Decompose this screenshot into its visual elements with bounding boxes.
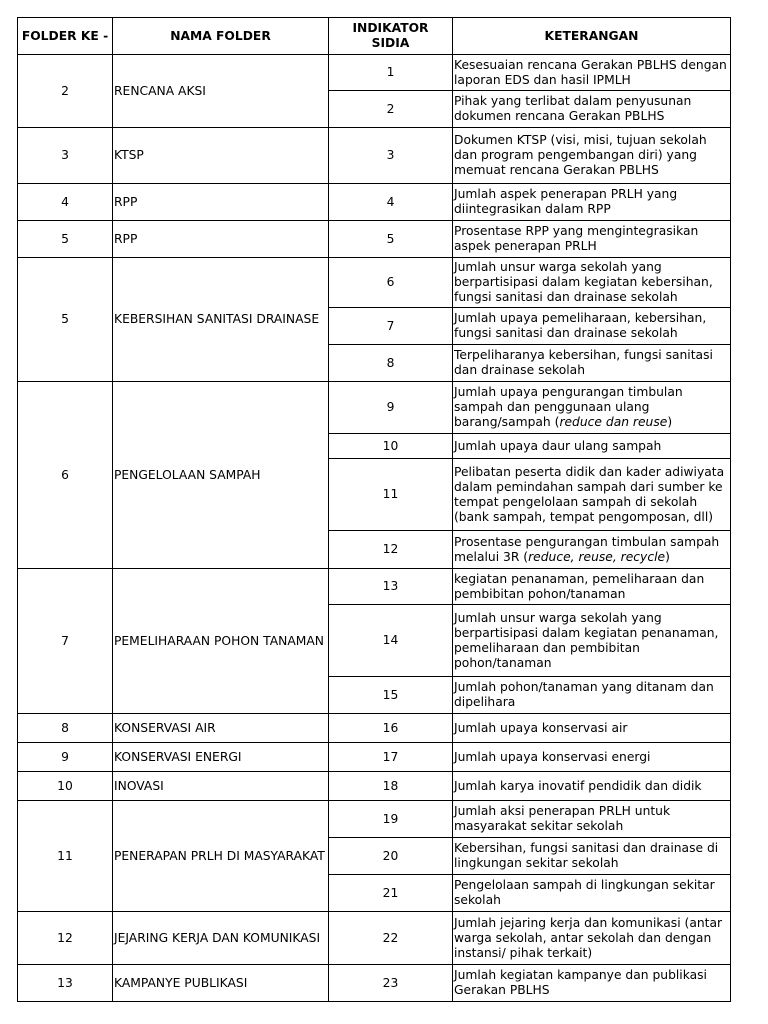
header-indikator-line2: SIDIA <box>371 36 410 50</box>
keterangan-text <box>454 187 729 217</box>
keterangan-text-main: Dokumen KTSP (visi, misi, tujuan sekolah dan program pengembangan diri) yang memuat rencana Gerakan PBLHS <box>454 133 707 177</box>
keterangan-text <box>454 58 729 88</box>
keterangan-cell <box>453 221 731 258</box>
keterangan-text-after: ) <box>667 415 673 429</box>
folder-number-cell: 10 <box>18 772 113 801</box>
indikator-cell: 15 <box>329 677 453 714</box>
keterangan-cell <box>453 875 731 912</box>
indikator-cell: 12 <box>329 531 453 569</box>
folder-name-cell: RPP <box>113 184 329 221</box>
table-row <box>18 258 731 308</box>
table-body <box>18 55 731 1002</box>
folder-name-cell: JEJARING KERJA DAN KOMUNIKASI <box>113 912 329 965</box>
folder-number-cell: 5 <box>18 221 113 258</box>
indikator-cell: 10 <box>329 434 453 459</box>
keterangan-text-main: Jumlah karya inovatif pendidik dan didik <box>454 778 702 793</box>
keterangan-text-main: Jumlah upaya pemeliharaan, kebersihan, fungsi sanitasi dan drainase sekolah <box>454 311 707 340</box>
folder-number-cell: 7 <box>18 569 113 714</box>
keterangan-cell <box>453 912 731 965</box>
indikator-cell: 4 <box>329 184 453 221</box>
indikator-cell: 13 <box>329 569 453 605</box>
keterangan-cell <box>453 714 731 743</box>
keterangan-text-italic: reduce, reuse, recycle <box>528 549 666 564</box>
table-row <box>18 382 731 434</box>
folder-name-cell: KTSP <box>113 128 329 184</box>
indikator-cell: 22 <box>329 912 453 965</box>
folder-number-cell: 9 <box>18 743 113 772</box>
keterangan-text-main: Jumlah aksi penerapan PRLH untuk masyarakat sekitar sekolah <box>454 804 671 833</box>
folder-name-cell: PENERAPAN PRLH DI MASYARAKAT <box>113 801 329 912</box>
indikator-cell: 6 <box>329 258 453 308</box>
folder-name-cell: KEBERSIHAN SANITASI DRAINASE <box>113 258 329 382</box>
indikator-cell: 21 <box>329 875 453 912</box>
keterangan-cell <box>453 91 731 128</box>
indikator-cell: 2 <box>329 91 453 128</box>
folder-number-cell: 6 <box>18 382 113 569</box>
keterangan-text-main: Terpeliharanya kebersihan, fungsi sanitasi dan drainase sekolah <box>454 348 713 377</box>
keterangan-text <box>454 779 729 794</box>
folder-name-cell: KONSERVASI AIR <box>113 714 329 743</box>
folder-name-cell: KAMPANYE PUBLIKASI <box>113 965 329 1002</box>
keterangan-text <box>454 535 729 565</box>
keterangan-text <box>454 968 729 998</box>
keterangan-text <box>454 841 729 871</box>
keterangan-text <box>454 385 729 430</box>
indikator-cell: 3 <box>329 128 453 184</box>
keterangan-text <box>454 311 729 341</box>
keterangan-text-main: Jumlah unsur warga sekolah yang berpartisipasi dalam kegiatan kebersihan, fungsi sanitasi dan drainase sekolah <box>454 260 713 304</box>
keterangan-text <box>454 348 729 378</box>
folder-name-cell: RPP <box>113 221 329 258</box>
table-row <box>18 743 731 772</box>
keterangan-cell <box>453 459 731 531</box>
indikator-cell: 9 <box>329 382 453 434</box>
keterangan-text-main: Jumlah aspek penerapan PRLH yang diintegrasikan dalam RPP <box>454 187 678 216</box>
table-row <box>18 128 731 184</box>
keterangan-cell <box>453 743 731 772</box>
keterangan-text-main: Jumlah upaya daur ulang sampah <box>454 438 662 453</box>
folder-number-cell: 12 <box>18 912 113 965</box>
keterangan-cell <box>453 258 731 308</box>
keterangan-cell <box>453 382 731 434</box>
keterangan-text <box>454 224 729 254</box>
folder-number-cell: 3 <box>18 128 113 184</box>
keterangan-text <box>454 260 729 305</box>
keterangan-text-main: Pengelolaan sampah di lingkungan sekitar sekolah <box>454 878 715 907</box>
indikator-cell: 18 <box>329 772 453 801</box>
table-row <box>18 184 731 221</box>
keterangan-cell <box>453 605 731 677</box>
folder-name-cell: PEMELIHARAAN POHON TANAMAN <box>113 569 329 714</box>
keterangan-text <box>454 804 729 834</box>
document-page <box>17 17 731 1002</box>
keterangan-cell <box>453 308 731 345</box>
header-indikator <box>329 18 453 55</box>
keterangan-cell <box>453 184 731 221</box>
keterangan-cell <box>453 677 731 714</box>
keterangan-text <box>454 439 729 454</box>
keterangan-text-italic: reduce dan reuse <box>559 415 668 429</box>
keterangan-cell <box>453 345 731 382</box>
folder-name-cell: INOVASI <box>113 772 329 801</box>
table-row <box>18 772 731 801</box>
keterangan-text-main: Jumlah kegiatan kampanye dan publikasi Gerakan PBLHS <box>454 968 707 997</box>
keterangan-text-main: Jumlah upaya konservasi air <box>454 720 628 735</box>
table-row <box>18 569 731 605</box>
indikator-cell: 7 <box>329 308 453 345</box>
keterangan-text <box>454 680 729 710</box>
folder-name-cell: RENCANA AKSI <box>113 55 329 128</box>
table-row <box>18 801 731 838</box>
keterangan-text-main: Jumlah jejaring kerja dan komunikasi (antar warga sekolah, antar sekolah dan dengan instansi/ pihak terkait) <box>454 915 723 960</box>
table-row <box>18 221 731 258</box>
keterangan-cell <box>453 965 731 1002</box>
folder-table <box>17 17 731 1002</box>
indikator-cell: 23 <box>329 965 453 1002</box>
table-row <box>18 965 731 1002</box>
keterangan-text-main: kegiatan penanaman, pemeliharaan dan pembibitan pohon/tanaman <box>454 571 705 601</box>
keterangan-text-main: Jumlah unsur warga sekolah yang berpartisipasi dalam kegiatan penanaman, pemeliharaan dan pembibitan pohon/tanaman <box>454 610 719 670</box>
keterangan-text <box>454 572 729 602</box>
folder-number-cell: 11 <box>18 801 113 912</box>
folder-number-cell: 13 <box>18 965 113 1002</box>
keterangan-text-main: Prosentase pengurangan timbulan sampah melalui 3R ( <box>454 534 720 564</box>
header-folder: FOLDER KE - <box>18 18 113 55</box>
keterangan-cell <box>453 128 731 184</box>
keterangan-text-after: ) <box>665 549 670 564</box>
keterangan-cell <box>453 55 731 91</box>
folder-name-cell: KONSERVASI ENERGI <box>113 743 329 772</box>
folder-name-cell: PENGELOLAAN SAMPAH <box>113 382 329 569</box>
indikator-cell: 5 <box>329 221 453 258</box>
indikator-cell: 19 <box>329 801 453 838</box>
keterangan-cell <box>453 569 731 605</box>
indikator-cell: 16 <box>329 714 453 743</box>
keterangan-text <box>454 916 729 961</box>
indikator-cell: 20 <box>329 838 453 875</box>
indikator-cell: 14 <box>329 605 453 677</box>
keterangan-cell <box>453 838 731 875</box>
folder-number-cell: 5 <box>18 258 113 382</box>
keterangan-text <box>454 611 729 671</box>
keterangan-text-main: Jumlah upaya pengurangan timbulan sampah dan penggunaan ulang barang/sampah ( <box>454 385 683 429</box>
header-indikator-line1: INDIKATOR <box>352 21 429 35</box>
keterangan-cell <box>453 531 731 569</box>
table-row <box>18 912 731 965</box>
table-header-row <box>18 18 731 55</box>
folder-number-cell: 8 <box>18 714 113 743</box>
keterangan-text-main: Prosentase RPP yang mengintegrasikan aspek penerapan PRLH <box>454 224 699 253</box>
table-row <box>18 55 731 91</box>
keterangan-cell <box>453 772 731 801</box>
keterangan-text-main: Jumlah pohon/tanaman yang ditanam dan dipelihara <box>454 680 714 709</box>
keterangan-text <box>454 133 729 178</box>
header-keterangan: KETERANGAN <box>453 18 731 55</box>
indikator-cell: 1 <box>329 55 453 91</box>
keterangan-text-main: Kebersihan, fungsi sanitasi dan drainase di lingkungan sekitar sekolah <box>454 841 719 870</box>
keterangan-text-main: Pihak yang terlibat dalam penyusunan dokumen rencana Gerakan PBLHS <box>454 94 692 123</box>
keterangan-cell <box>453 434 731 459</box>
indikator-cell: 8 <box>329 345 453 382</box>
keterangan-text <box>454 94 729 124</box>
folder-number-cell: 2 <box>18 55 113 128</box>
keterangan-text <box>454 750 729 765</box>
indikator-cell: 17 <box>329 743 453 772</box>
table-row <box>18 714 731 743</box>
keterangan-cell <box>453 801 731 838</box>
keterangan-text-main: Pelibatan peserta didik dan kader adiwiyata dalam pemindahan sampah dari sumber ke tempat pengelolaan sampah di sekolah (bank sampah, tempat pengomposan, dll) <box>454 464 725 524</box>
keterangan-text-main: Jumlah upaya konservasi energi <box>454 749 651 764</box>
keterangan-text-main: Kesesuaian rencana Gerakan PBLHS dengan laporan EDS dan hasil IPMLH <box>454 57 727 87</box>
folder-number-cell: 4 <box>18 184 113 221</box>
keterangan-text <box>454 878 729 908</box>
keterangan-text <box>454 465 729 525</box>
header-nama: NAMA FOLDER <box>113 18 329 55</box>
indikator-cell: 11 <box>329 459 453 531</box>
keterangan-text <box>454 721 729 736</box>
